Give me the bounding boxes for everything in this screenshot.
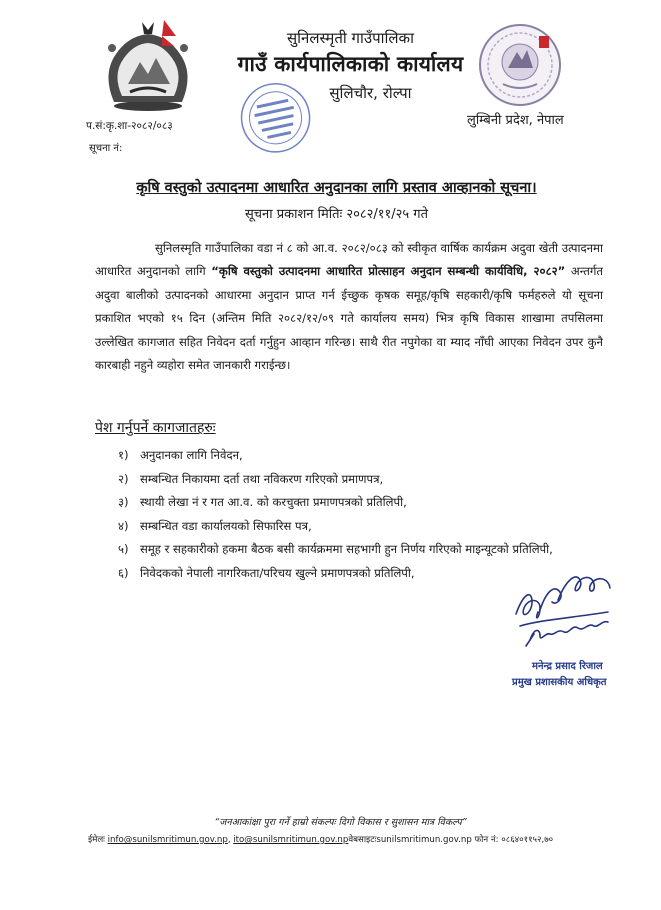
email-link-ito[interactable]: ito@sunilsmritimun.gov.np [233, 835, 349, 845]
list-item-text: अनुदानका लागि निवेदन, [140, 448, 243, 462]
paragraph-text-part2: अन्तर्गत अदुवा बालीको उत्पादनको आधारमा अनुदान प्राप्त गर्न ईच्छुक कृषक समूह/कृषि सहकारी/कृषि फर्महरुले यो सूचना प्रकाशित भएको १५ दिन (अन्तिम मिति २०८२/१२/०९ गते कार्यालय समय) भित्र कृषि विकास शाखामा तपसिलमा उल्लेखित कागजात सहित निवेदन दर्ता गर्नुहुन आव्हान गरिन्छ। साथै रीत नपुगेका वा म्याद नाँघी आएका निवेदन उपर कुनै कारबाही नहुने व्यहोरा समेत जानकारी गराईन्छ। [95, 264, 604, 373]
website-label: वेबसाइटःsunilsmritimun.gov.np [348, 835, 472, 845]
list-item [118, 468, 608, 491]
list-item-number: ४) [118, 518, 129, 533]
email-link-info[interactable]: info@sunilsmritimun.gov.np [107, 835, 228, 845]
publication-date: सूचना प्रकाशन मितिः २०८२/११/२५ गते [244, 207, 429, 222]
reference-number: प.सं:कृ.शा-२०८२/०८३ [86, 120, 173, 132]
list-item-number: ५) [118, 542, 129, 557]
office-name: गाउँ कार्यपालिकाको कार्यालय [237, 52, 464, 76]
signatory-name: मनेन्द्र प्रसाद रिजाल [532, 661, 603, 672]
province-label: लुम्बिनी प्रदेश, नेपाल [467, 113, 564, 128]
list-item-number: ६) [118, 565, 129, 580]
email-separator: , [227, 835, 234, 845]
list-item [118, 538, 608, 561]
paragraph-text-part1: सुनिलस्मृति गाउँपालिका वडा नं ८ को आ.व. २०८२/०८३ को स्वीकृत वार्षिक कार्यक्रम अदुवा खेती उत्पादनमा आधारित अनुदानको लागि [95, 241, 603, 279]
list-item-number: १) [118, 448, 129, 462]
notice-body-paragraph [95, 237, 603, 377]
list-item [118, 444, 608, 467]
documents-heading: पेश गर्नुपर्ने कागजातहरुः [95, 420, 216, 436]
list-item-text: समूह र सहकारीको हकमा बैठक बसी कार्यक्रममा सहभागी हुन निर्णय गरिएको माइन्यूटको प्रतिलिपी, [140, 542, 553, 557]
list-item [118, 515, 608, 538]
footer-slogan: “जनआकांक्षा पुरा गर्ने हाम्रो संकल्पः दिगो विकास र सुशासन मात्र विकल्प” [214, 817, 467, 828]
signatory-title: प्रमुख प्रशासकीय अधिकृत [512, 677, 607, 688]
list-item-number: ३) [118, 495, 129, 510]
list-item-text: निवेदकको नेपाली नागरिकता/परिचय खुल्ने प्रमाणपत्रको प्रतिलिपी, [140, 565, 415, 580]
list-item-text: स्थायी लेखा नं र गत आ.व. को करचुक्ता प्रमाणपत्रको प्रतिलिपी, [140, 495, 407, 510]
notice-number-label: सूचना नं: [89, 143, 123, 154]
footer-contact [88, 833, 553, 845]
municipality-name: सुनिलस्मृती गाउँपालिका [287, 29, 414, 47]
list-item [118, 491, 608, 514]
list-item-text: सम्बन्धित वडा कार्यालयको सिफारिस पत्र, [140, 518, 312, 533]
phone-number: फोन नं: ०८६४०११५२,७० [471, 835, 554, 845]
handwritten-signature [510, 562, 618, 654]
office-location: सुलिचौर, रोल्पा [329, 84, 412, 102]
list-item-number: २) [118, 471, 129, 486]
paragraph-bold-procedure-name: “कृषि वस्तुको उत्पादनमा आधारित प्रोत्साहन अनुदान सम्बन्धी कार्यविधि, २०८२” [211, 264, 566, 279]
email-label: ईमेलः [88, 835, 105, 845]
notice-title: कृषि वस्तुको उत्पादनमा आधारित अनुदानका लागि प्रस्ताव आव्हानको सूचना। [136, 180, 537, 196]
list-item-text: सम्बन्धित निकायमा दर्ता तथा नविकरण गरिएको प्रमाणपत्र, [140, 471, 384, 486]
